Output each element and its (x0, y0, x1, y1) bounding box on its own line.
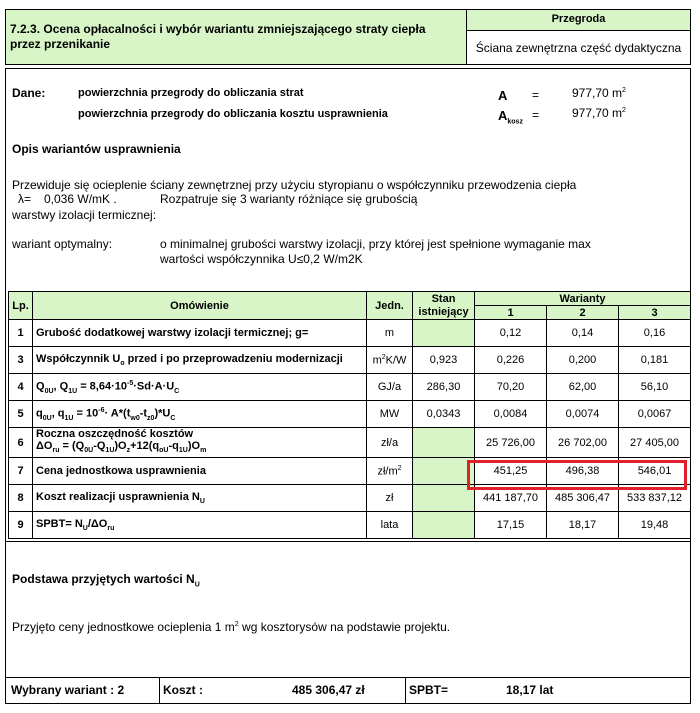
row-v3: 0,0067 (619, 401, 691, 428)
header-existing: Stan istniejący (413, 292, 475, 320)
symbol-a: A (498, 88, 508, 103)
given-label: Dane: (12, 86, 46, 100)
row-desc: $Q_{0U}$, $Q_{1U} = 8,64\cdot 10^{-5}\cdot Sd\cdot A\cdot U_C$ (33, 374, 367, 401)
basis-heading: Podstawa przyjętych wartości $N_U$ (12, 572, 200, 589)
optimal-label: wariant optymalny: (12, 237, 113, 251)
row-v3: 0,16 (619, 320, 691, 347)
table-header-row (9, 292, 691, 306)
row-v1: 25 726,00 (475, 428, 547, 458)
description-heading: Opis wariantów usprawnienia (12, 142, 181, 156)
row-v3: 27 405,00 (619, 428, 691, 458)
optimal-text1: o minimalnej grubości warstwy izolacji, przy której jest spełnione wymaganie max (160, 237, 591, 251)
row-lp: 7 (9, 458, 33, 485)
table-row (9, 512, 691, 539)
row-existing: 286,30 (413, 374, 475, 401)
row-unit: zł/a (367, 428, 413, 458)
symbol-akosz: $A_{kosz}$ (498, 108, 523, 126)
row-v1: 70,20 (475, 374, 547, 401)
header-lp: Lp. (9, 292, 33, 320)
description-line3: warstwy izolacji termicznej: (12, 208, 157, 222)
description-line1: Przewiduje się ocieplenie ściany zewnętrznej przy użyciu styropianu o współczynniku przewodzenia ciepła (12, 178, 577, 192)
row-v3: 546,01 (619, 458, 691, 485)
row-desc: Roczna oszczędność kosztów $\Delta O_{ru} = (Q_{0U}-Q_{1U})O_z+12(q_{oU}-q_{1U})O_m$ (33, 428, 367, 458)
header-v3: 3 (619, 306, 691, 320)
header-variants: Warianty (475, 292, 691, 306)
optimal-text2: wartości współczynnika U≤0,2 W/m2K (160, 252, 363, 266)
table-row (9, 320, 691, 347)
row-lp: 5 (9, 401, 33, 428)
row-v2: 0,0074 (547, 401, 619, 428)
row-desc: Współczynnik $U_o$ przed i po przeprowadzeniu modernizacji (33, 347, 367, 374)
area-losses-desc: powierzchnia przegrody do obliczania strat (78, 87, 304, 99)
row-unit: m (367, 320, 413, 347)
row-desc: Grubość dodatkowej warstwy izolacji termicznej; g= (33, 320, 367, 347)
row-v1: 0,0084 (475, 401, 547, 428)
lambda-label: λ= (18, 192, 32, 206)
row-v3: 19,48 (619, 512, 691, 539)
row-existing: 0,0343 (413, 401, 475, 428)
row-lp: 8 (9, 485, 33, 512)
row-v2: 26 702,00 (547, 428, 619, 458)
row-unit: $zł/m^2$ (367, 458, 413, 485)
header-unit: Jedn. (367, 292, 413, 320)
row-unit: GJ/a (367, 374, 413, 401)
row-unit: lata (367, 512, 413, 539)
area-cost-desc: powierzchnia przegrody do obliczania kosztu usprawnienia (78, 108, 388, 120)
row-unit: zł (367, 485, 413, 512)
summary-cost-label: Koszt : (163, 683, 203, 697)
header-desc: Omówienie (33, 292, 367, 320)
row-lp: 6 (9, 428, 33, 458)
equals-1: = (532, 88, 540, 102)
row-existing (413, 428, 475, 458)
area-value: 977,70 $m^2$ (572, 86, 626, 100)
summary-chosen: Wybrany wariant : 2 (11, 683, 125, 697)
row-lp: 3 (9, 347, 33, 374)
lambda-value: 0,036 W/mK . (44, 192, 117, 206)
row-v2: 18,17 (547, 512, 619, 539)
row-v2: 496,38 (547, 458, 619, 485)
basis-divider (5, 541, 691, 542)
row-v2: 0,200 (547, 347, 619, 374)
section-title: 7.2.3. Ocena opłacalności i wybór wariantu zmniejszającego straty ciepła przez przenikanie (10, 22, 426, 51)
row-v1: 17,15 (475, 512, 547, 539)
row-desc: SPBT= $N_U/\Delta O_{ru}$ (33, 512, 367, 539)
summary-spbt-label: SPBT= (409, 683, 449, 697)
row-existing (413, 512, 475, 539)
table-row (9, 347, 691, 374)
row-existing: 0,923 (413, 347, 475, 374)
row-unit: $m^2K/W$ (367, 347, 413, 374)
equals-2: = (532, 108, 540, 122)
row-v1: 451,25 (475, 458, 547, 485)
row-v1: 441 187,70 (475, 485, 547, 512)
basis-text: Przyjęto ceny jednostkowe ocieplenia 1 $m^2$ wg kosztorysów na podstawie projektu. (12, 620, 451, 634)
row-v2: 0,14 (547, 320, 619, 347)
table-row (9, 374, 691, 401)
row-desc: Koszt realizacji usprawnienia $N_U$ (33, 485, 367, 512)
row-v2: 485 306,47 (547, 485, 619, 512)
variants-table (8, 291, 691, 539)
row-v3: 56,10 (619, 374, 691, 401)
row-existing (413, 458, 475, 485)
partition-label: Przegroda (551, 13, 606, 25)
row-v3: 0,181 (619, 347, 691, 374)
header-v1: 1 (475, 306, 547, 320)
row-desc: $q_{0U}$, $q_{1U} = 10^{-6}\cdot A*(t_{w0}-t_{z0})*U_C$ (33, 401, 367, 428)
row-desc: Cena jednostkowa usprawnienia (33, 458, 367, 485)
area-cost-value: 977,70 $m^2$ (572, 106, 626, 120)
row-lp: 1 (9, 320, 33, 347)
highlight-box (467, 460, 687, 490)
table-row (9, 401, 691, 428)
summary-cost-value: 485 306,47 zł (292, 683, 365, 697)
partition-value: Ściana zewnętrzna część dydaktyczna (475, 41, 682, 55)
row-existing (413, 320, 475, 347)
header-v2: 2 (547, 306, 619, 320)
row-unit: MW (367, 401, 413, 428)
description-line2: Rozpatruje się 3 warianty różniące się grubością (160, 192, 418, 206)
row-v1: 0,12 (475, 320, 547, 347)
row-v1: 0,226 (475, 347, 547, 374)
table-row (9, 428, 691, 458)
summary-spbt-value: 18,17 lat (506, 683, 554, 697)
row-lp: 9 (9, 512, 33, 539)
row-existing (413, 485, 475, 512)
row-v3: 533 837,12 (619, 485, 691, 512)
row-lp: 4 (9, 374, 33, 401)
row-v2: 62,00 (547, 374, 619, 401)
